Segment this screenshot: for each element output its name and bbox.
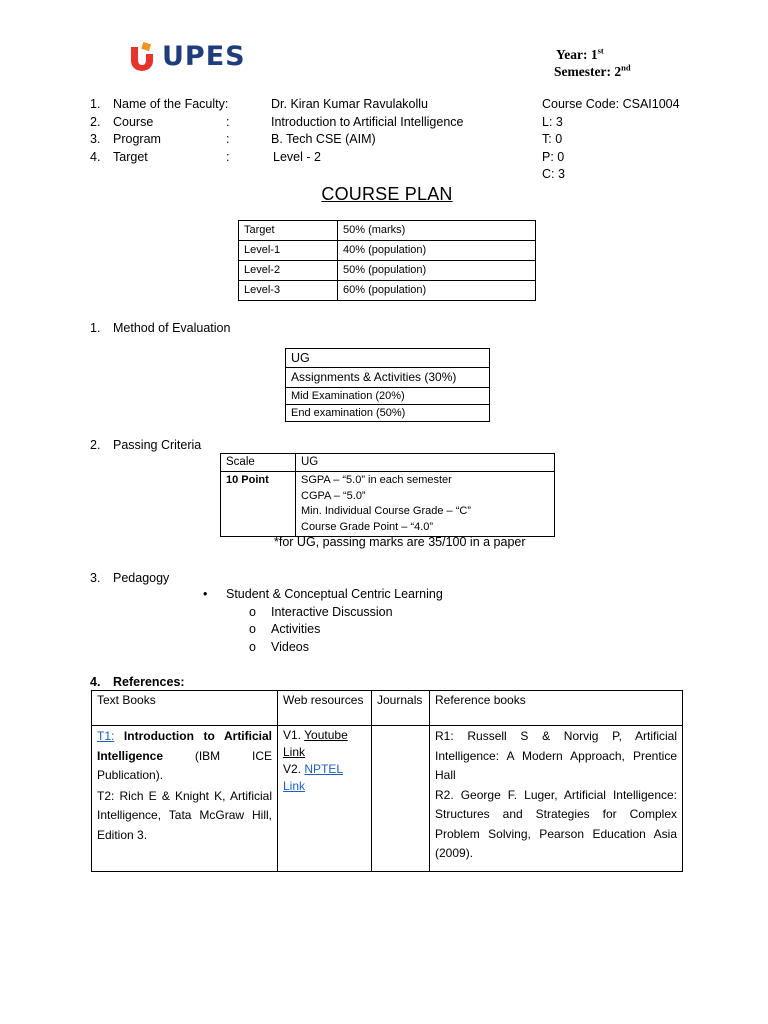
text-book-t1 xyxy=(97,727,272,786)
table-row xyxy=(286,388,490,405)
info-label: Course xyxy=(113,115,154,129)
table-cell: Assignments & Activities (30%) xyxy=(286,368,490,388)
pedagogy-heading-num: 3. xyxy=(90,571,101,585)
table-cell xyxy=(221,472,296,537)
scale-value: 10 Point xyxy=(226,474,269,486)
info-colon: : xyxy=(226,132,230,146)
references-table xyxy=(91,690,683,872)
table-row xyxy=(239,281,536,301)
t1-link[interactable]: T1: xyxy=(97,729,115,743)
info-num: 1. xyxy=(90,97,101,111)
upes-logo xyxy=(128,40,246,74)
t1-publisher: (IBM ICE Publication). xyxy=(97,748,272,782)
evaluation-table xyxy=(285,348,490,422)
table-row xyxy=(221,454,555,472)
circle-bullet-icon: o xyxy=(249,640,256,654)
criteria-line: Course Grade Point – “4.0” xyxy=(301,520,434,533)
table-cell xyxy=(92,726,278,872)
table-row xyxy=(286,368,490,388)
table-cell: 60% (population) xyxy=(338,281,536,301)
info-value: Level - 2 xyxy=(273,150,321,164)
table-cell xyxy=(278,726,372,872)
pedagogy-sub-item: Interactive Discussion xyxy=(271,605,393,619)
info-num: 2. xyxy=(90,115,101,129)
passing-note: *for UG, passing marks are 35/100 in a paper xyxy=(274,535,526,549)
circle-bullet-icon: o xyxy=(249,605,256,619)
ltpc-l: L: 3 xyxy=(542,115,563,129)
t1-title: Introduction to Artificial Intelligence xyxy=(97,729,272,763)
info-value: Introduction to Artificial Intelligence xyxy=(271,115,464,129)
table-cell xyxy=(430,726,683,872)
v2-prefix: V2. xyxy=(283,762,305,776)
pedagogy-bullet: Student & Conceptual Centric Learning xyxy=(226,587,443,601)
info-label: Target xyxy=(113,150,148,164)
ltpc-p: P: 0 xyxy=(542,150,565,164)
table-row xyxy=(239,221,536,241)
table-row xyxy=(92,726,683,872)
reference-book-r1: R1: Russell S & Norvig P, Artificial Intelligence: A Modern Approach, Prentice Hall xyxy=(435,729,677,782)
references-heading-num: 4. xyxy=(90,675,101,689)
table-row xyxy=(286,405,490,422)
ltpc-t: T: 0 xyxy=(542,132,563,146)
table-cell: Mid Examination (20%) xyxy=(286,388,490,405)
pedagogy-heading: Pedagogy xyxy=(113,571,170,585)
logo-text: UPES xyxy=(162,41,246,72)
table-cell xyxy=(372,726,430,872)
table-row xyxy=(221,472,555,537)
pedagogy-sub-item: Videos xyxy=(271,640,309,654)
table-cell: UG xyxy=(296,454,555,472)
table-row xyxy=(239,261,536,281)
info-num: 4. xyxy=(90,150,101,164)
table-cell: 40% (population) xyxy=(338,241,536,261)
table-cell: Level-3 xyxy=(239,281,338,301)
info-value: Dr. Kiran Kumar Ravulakollu xyxy=(271,97,429,111)
table-cell: Level-2 xyxy=(239,261,338,281)
page-title: COURSE PLAN xyxy=(321,184,453,204)
table-cell: 50% (population) xyxy=(338,261,536,281)
table-cell: 50% (marks) xyxy=(338,221,536,241)
criteria-line: CGPA – “5.0” xyxy=(301,489,366,502)
target-table xyxy=(238,220,536,301)
course-code: Course Code: CSAI1004 xyxy=(542,97,680,111)
criteria-line: Min. Individual Course Grade – “C” xyxy=(301,505,471,517)
reference-book-r2: R2. George F. Luger, Artificial Intelligence: Structures and Strategies for Complex Problem Solving, Pearson Education Asia (2009). xyxy=(435,787,677,860)
circle-bullet-icon: o xyxy=(249,622,256,636)
table-cell: Target xyxy=(239,221,338,241)
pedagogy-sub-item: Activities xyxy=(271,622,321,636)
evaluation-heading-num: 1. xyxy=(90,321,101,335)
year-label: Year: 1st xyxy=(556,45,604,62)
passing-table xyxy=(220,453,555,537)
table-cell: UG xyxy=(286,349,490,368)
youtube-link[interactable]: Youtube Link xyxy=(283,728,348,759)
table-cell: Web resources xyxy=(278,691,372,726)
info-value: B. Tech CSE (AIM) xyxy=(271,132,376,146)
info-colon: : xyxy=(226,150,230,164)
info-colon: : xyxy=(226,115,230,129)
table-cell: Scale xyxy=(221,454,296,472)
info-label: Name of the Faculty: xyxy=(113,97,229,111)
info-label: Program xyxy=(113,132,161,146)
text-book-t2: T2: Rich E & Knight K, Artificial Intelligence, Tata McGraw Hill, Edition 3. xyxy=(97,788,272,842)
evaluation-heading: Method of Evaluation xyxy=(113,321,231,335)
table-cell: Reference books xyxy=(430,691,683,726)
table-row xyxy=(239,241,536,261)
table-cell: Journals xyxy=(372,691,430,726)
web-resource-v2 xyxy=(283,761,366,795)
web-resource-v1 xyxy=(283,727,366,761)
table-cell: End examination (50%) xyxy=(286,405,490,422)
references-heading: References: xyxy=(113,675,185,689)
upes-logo-icon xyxy=(128,41,156,73)
nptel-link[interactable]: NPTEL Link xyxy=(283,762,344,793)
bullet-icon: • xyxy=(203,587,208,601)
semester-label: Semester: 2nd xyxy=(554,62,631,79)
table-cell: Text Books xyxy=(92,691,278,726)
table-cell: Level-1 xyxy=(239,241,338,261)
ltpc-c: C: 3 xyxy=(542,167,565,181)
v1-prefix: V1. xyxy=(283,728,305,742)
passing-heading: Passing Criteria xyxy=(113,438,202,452)
criteria-line: SGPA – “5.0” in each semester xyxy=(301,474,452,486)
table-row xyxy=(286,349,490,368)
table-cell xyxy=(296,472,555,537)
passing-heading-num: 2. xyxy=(90,438,101,452)
table-row xyxy=(92,691,683,726)
info-num: 3. xyxy=(90,132,101,146)
